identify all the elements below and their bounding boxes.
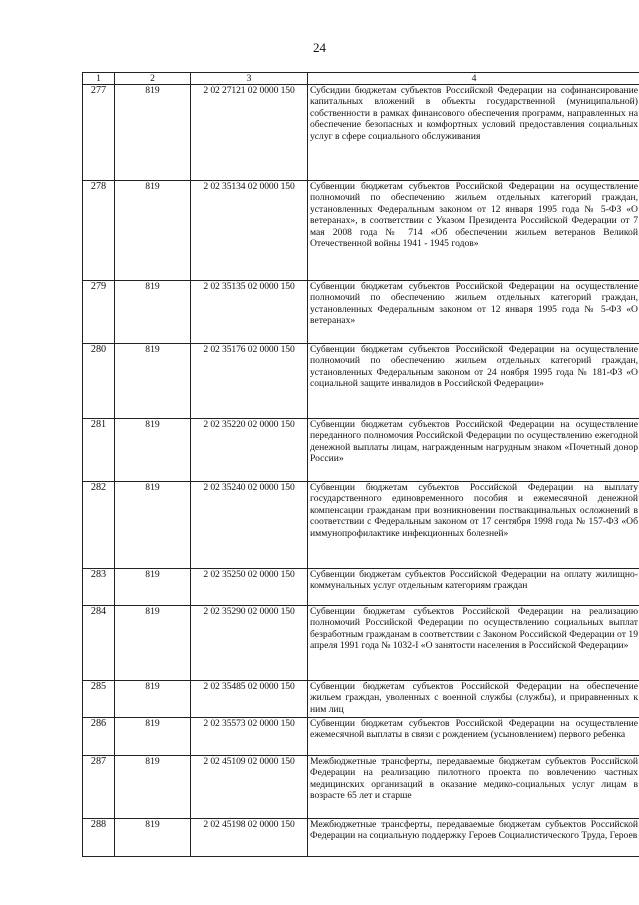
admin-code: 819 [115,681,191,718]
row-number: 286 [83,718,115,756]
table-row [83,85,639,181]
budget-code: 2 02 45109 02 0000 150 [191,756,308,819]
row-number: 280 [83,344,115,419]
admin-code: 819 [115,181,191,281]
table-row [83,756,639,819]
revenue-description: Субвенции бюджетам субъектов Российской Федерации на реализацию полномочий Российской Федерации по осуществлению социальных выплат безработным гражданам в соответствии с Законом Российской Федерации от 19 апреля 1991 года № 1032-I «О занятости населения в Российской Федерации» [308,606,639,681]
budget-code: 2 02 35176 02 0000 150 [191,344,308,419]
revenue-description: Субвенции бюджетам субъектов Российской Федерации на обеспечение жильем граждан, уволенных с военной службы (службы), и приравненных к ним лиц [308,681,639,718]
row-number: 288 [83,819,115,857]
admin-code: 819 [115,606,191,681]
row-number: 283 [83,569,115,606]
budget-code: 2 02 35135 02 0000 150 [191,281,308,344]
header-col-3: 3 [191,73,308,85]
header-col-1: 1 [83,73,115,85]
admin-code: 819 [115,281,191,344]
budget-code: 2 02 35134 02 0000 150 [191,181,308,281]
revenue-description: Субсидии бюджетам субъектов Российской Федерации на софинансирование капитальных вложений в объекты государственной (муниципальной) собственности в рамках финансового обеспечения программ, направленных на обеспечение безопасных и комфортных условий предоставления социальных услуг в сфере социального обслуживания [308,85,639,181]
revenue-description: Субвенции бюджетам субъектов Российской Федерации на осуществление полномочий по обеспечению жильем отдельных категорий граждан, установленных Федеральным законом от 24 ноября 1995 года № 181-ФЗ «О социальной защите инвалидов в Российской Федерации» [308,344,639,419]
revenue-description: Межбюджетные трансферты, передаваемые бюджетам субъектов Российской Федерации на реализацию пилотного проекта по вовлечению частных медицинских организаций в оказание медико-социальных услуг лицам в возрасте 65 лет и старше [308,756,639,819]
budget-code: 2 02 27121 02 0000 150 [191,85,308,181]
budget-code: 2 02 35240 02 0000 150 [191,482,308,569]
table-row [83,606,639,681]
revenue-description: Субвенции бюджетам субъектов Российской Федерации на осуществление переданного полномочия Российской Федерации по осуществлению ежегодной денежной выплаты лицам, награжденным нагрудным знаком «Почетный донор России» [308,419,639,482]
table-row [83,569,639,606]
table-row [83,482,639,569]
budget-code: 2 02 35220 02 0000 150 [191,419,308,482]
row-number: 281 [83,419,115,482]
table-header-row [83,73,639,85]
admin-code: 819 [115,419,191,482]
row-number: 285 [83,681,115,718]
admin-code: 819 [115,569,191,606]
admin-code: 819 [115,756,191,819]
revenue-description: Субвенции бюджетам субъектов Российской Федерации на осуществление полномочий по обеспечению жильем отдельных категорий граждан, установленных Федеральным законом от 12 января 1995 года № 5-ФЗ «О ветеранах» [308,281,639,344]
table-row [83,344,639,419]
header-col-2: 2 [115,73,191,85]
budget-classification-table [82,72,639,857]
revenue-description: Субвенции бюджетам субъектов Российской Федерации на осуществление ежемесячной выплаты в связи с рождением (усыновлением) первого ребенка [308,718,639,756]
header-col-4: 4 [308,73,639,85]
table-row [83,281,639,344]
revenue-description: Субвенции бюджетам субъектов Российской Федерации на выплату государственного единовременного пособия и ежемесячной денежной компенсации гражданам при возникновении поствакцинальных осложнений в соответствии с Федеральным законом от 17 сентября 1998 года № 157-ФЗ «Об иммунопрофилактике инфекционных болезней» [308,482,639,569]
row-number: 279 [83,281,115,344]
revenue-description: Межбюджетные трансферты, передаваемые бюджетам субъектов Российской Федерации на социальную поддержку Героев Социалистического Труда, Героев [308,819,639,857]
budget-code: 2 02 35573 02 0000 150 [191,718,308,756]
table-row [83,419,639,482]
admin-code: 819 [115,482,191,569]
budget-code: 2 02 45198 02 0000 150 [191,819,308,857]
row-number: 282 [83,482,115,569]
table-row [83,819,639,857]
row-number: 277 [83,85,115,181]
row-number: 287 [83,756,115,819]
table-row [83,718,639,756]
table-row [83,681,639,718]
budget-code: 2 02 35290 02 0000 150 [191,606,308,681]
row-number: 278 [83,181,115,281]
admin-code: 819 [115,85,191,181]
revenue-description: Субвенции бюджетам субъектов Российской Федерации на осуществление полномочий по обеспечению жильем отдельных категорий граждан, установленных Федеральным законом от 12 января 1995 года № 5-ФЗ «О ветеранах», в соответствии с Указом Президента Российской Федерации от 7 мая 2008 года № 714 «Об обеспечении жильем ветеранов Великой Отечественной войны 1941 - 1945 годов» [308,181,639,281]
budget-code: 2 02 35250 02 0000 150 [191,569,308,606]
row-number: 284 [83,606,115,681]
admin-code: 819 [115,819,191,857]
page-number: 24 [313,40,326,55]
revenue-description: Субвенции бюджетам субъектов Российской Федерации на оплату жилищно-коммунальных услуг отдельным категориям граждан [308,569,639,606]
admin-code: 819 [115,718,191,756]
table-row [83,181,639,281]
admin-code: 819 [115,344,191,419]
budget-code: 2 02 35485 02 0000 150 [191,681,308,718]
